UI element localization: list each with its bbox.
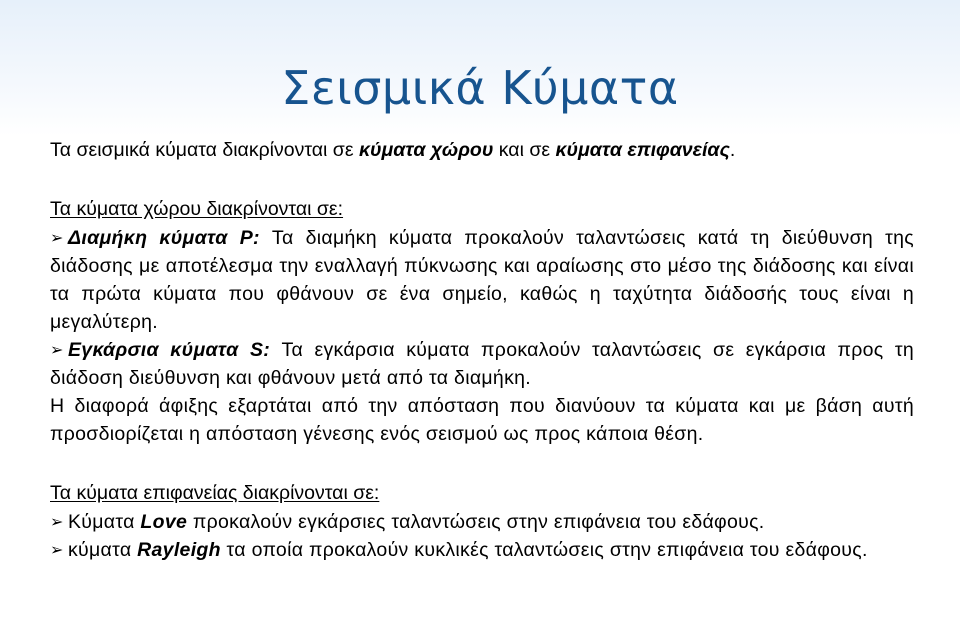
p-waves-item	[50, 224, 914, 336]
s-waves-text: Τα εγκάρσια κύματα προκαλούν ταλαντώσεις σε εγκάρσια προς τη διάδοση διεύθυνση και φθάνουν μετά από τα διαμήκη.	[50, 339, 914, 389]
intro-emph-surface-waves: κύματα επιφανείας	[555, 139, 730, 161]
slide-title: Σεισμικά Κύματα	[281, 61, 679, 115]
intro-paragraph	[50, 136, 914, 165]
love-waves-item	[50, 508, 914, 536]
spacer	[50, 448, 914, 479]
arrow-bullet-icon: ➢	[50, 228, 64, 247]
arrow-bullet-icon: ➢	[50, 540, 64, 559]
spacer	[50, 165, 914, 195]
p-waves-text: Τα διαμήκη κύματα προκαλούν ταλαντώσεις κατά τη διεύθυνση της διάδοσης με αποτέλεσμα την εναλλαγή πύκνωσης και αραίωσης στο μέσο της διάδοσης και είναι τα πρώτα κύματα που φθάνουν σε ένα σημείο, καθώς η ταχύτητα διάδοσής τους είναι η μεγαλύτερη.	[50, 227, 914, 333]
intro-text-3: .	[729, 139, 736, 161]
arrow-bullet-icon: ➢	[50, 340, 64, 359]
love-waves-text: προκαλούν εγκάρσιες ταλαντώσεις στην επιφάνεια του εδάφους.	[187, 511, 765, 533]
body-waves-heading: Τα κύματα χώρου διακρίνονται σε:	[50, 198, 344, 220]
rayleigh-waves-prefix: κύματα	[68, 539, 138, 561]
intro-text-1: Τα σεισμικά κύματα διακρίνονται σε	[50, 139, 359, 161]
love-waves-term: Love	[140, 511, 188, 533]
p-waves-term: Διαμήκη κύματα P:	[68, 227, 260, 249]
rayleigh-waves-text: τα οποία προκαλούν κυκλικές ταλαντώσεις στην επιφάνεια του εδάφους.	[220, 539, 868, 561]
love-waves-prefix: Κύματα	[68, 511, 141, 533]
s-waves-term: Εγκάρσια κύματα S:	[68, 339, 271, 361]
s-waves-item	[50, 336, 914, 392]
rayleigh-waves-item	[50, 536, 914, 564]
surface-waves-heading: Τα κύματα επιφανείας διακρίνονται σε:	[50, 482, 380, 504]
slide-body	[50, 136, 914, 564]
arrow-bullet-icon: ➢	[50, 512, 64, 531]
rayleigh-waves-term: Rayleigh	[137, 539, 221, 561]
arrival-difference-note: Η διαφορά άφιξης εξαρτάται από την απόσταση που διανύουν τα κύματα και με βάση αυτή προσδιορίζεται η απόσταση γένεσης ενός σεισμού ως προς κάποια θέση.	[50, 395, 914, 445]
intro-emph-body-waves: κύματα χώρου	[358, 139, 494, 161]
intro-text-2: και σε	[493, 139, 556, 161]
